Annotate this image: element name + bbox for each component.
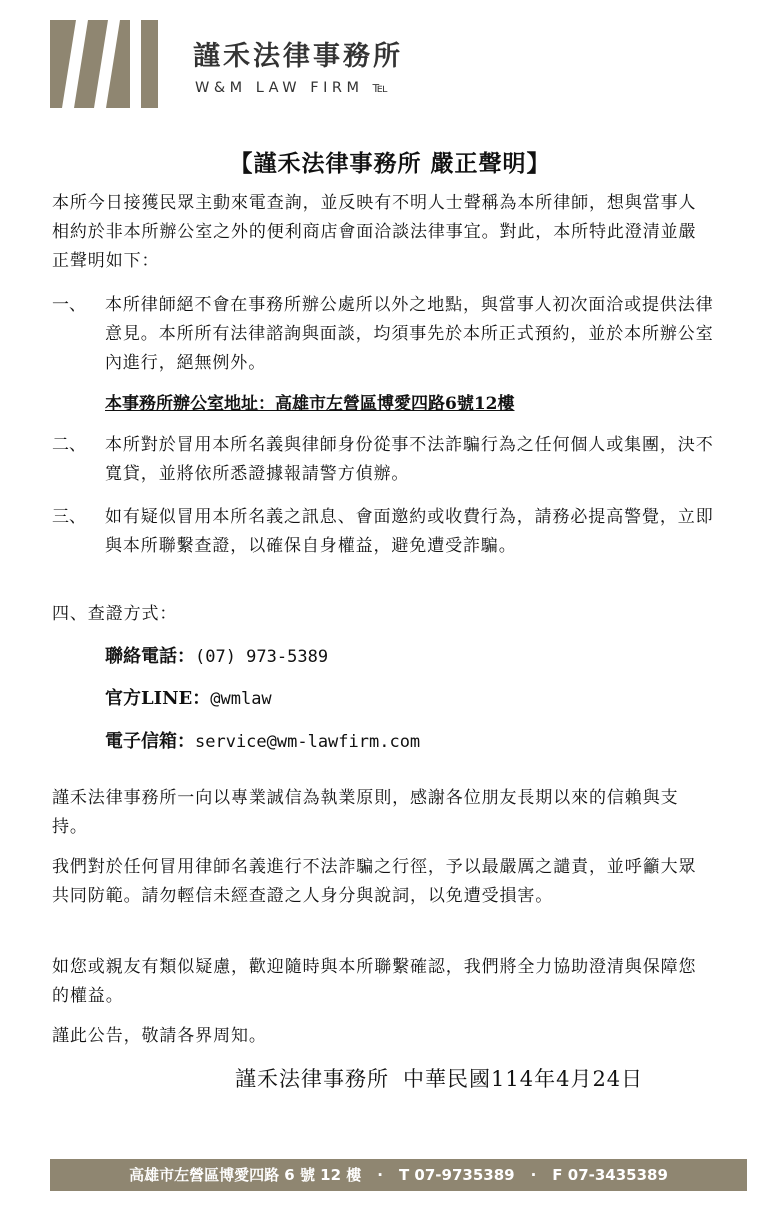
contact-phone-label: 聯絡電話：	[105, 646, 195, 667]
contact-email	[105, 730, 420, 754]
closing-paragraph-1: 謹禾法律事務所一向以專業誠信為執業原則，感謝各位朋友長期以來的信賴與支持。	[52, 788, 679, 837]
footer-separator: ·	[530, 1166, 537, 1184]
verify-heading: 四、查證方式：	[52, 604, 178, 624]
closing-paragraph-3: 如您或親友有類似疑慮，歡迎隨時與本所聯繫確認，我們將全力協助澄清與保障您的權益。	[52, 957, 697, 1006]
contact-line	[105, 687, 272, 711]
item-text-1: 本所律師絕不會在事務所辦公處所以外之地點，與當事人初次面洽或提供法律意見。本所所有法律諮詢與面談，均須事先於本所正式預約，並於本所辦公室內進行，絕無例外。	[105, 295, 714, 373]
wm-logo-mark-icon	[50, 20, 158, 108]
closing-paragraph-2: 我們對於任何冒用律師名義進行不法詐騙之行徑，予以最嚴厲之譴責，並呼籲大眾共同防範。請勿輕信未經查證之人身分與說詞，以免遭受損害。	[52, 857, 697, 906]
signature	[235, 1066, 643, 1092]
contact-email-label: 電子信箱：	[105, 731, 195, 752]
contact-line-label: 官方LINE：	[105, 688, 211, 709]
letterhead	[50, 20, 470, 110]
contact-phone-value: (07) 973-5389	[195, 647, 329, 667]
firm-name-chinese: 謹禾法律事務所	[193, 41, 403, 72]
item-text-2: 本所對於冒用本所名義與律師身份從事不法詐騙行為之任何個人或集團，決不寬貸，並將依所悉證據報請警方偵辦。	[105, 435, 714, 484]
intro-paragraph: 本所今日接獲民眾主動來電查詢，並反映有不明人士聲稱為本所律師，想與當事人相約於非本所辦公室之外的便利商店會面洽談法律事宜。對此，本所特此澄清並嚴正聲明如下：	[52, 193, 697, 271]
footer-address: 高雄市左營區博愛四路 6 號 12 樓	[129, 1166, 362, 1184]
office-address: 本事務所辦公室地址：高雄市左營區博愛四路6號12樓	[105, 394, 515, 414]
footer-separator: ·	[377, 1166, 383, 1184]
item-number-3: 三、	[52, 507, 86, 527]
footer-fax: F 07-3435389	[552, 1166, 668, 1184]
footer-tel: T 07-9735389	[398, 1166, 515, 1184]
item-number-1: 一、	[52, 295, 86, 315]
footer-bar	[50, 1159, 747, 1191]
firm-name-english: W&M LAW FIRM ℡	[195, 80, 393, 96]
closing-paragraph-4: 謹此公告，敬請各界周知。	[52, 1026, 267, 1046]
signature-firm: 謹禾法律事務所	[235, 1067, 389, 1091]
contact-line-value: @wmlaw	[210, 689, 272, 709]
item-number-2: 二、	[52, 435, 86, 455]
statement-title: 【謹禾法律事務所 嚴正聲明】	[229, 150, 551, 177]
signature-date: 中華民國114年4月24日	[403, 1067, 644, 1091]
contact-email-value: service@wm-lawfirm.com	[195, 732, 421, 752]
contact-phone	[105, 645, 328, 669]
item-text-3: 如有疑似冒用本所名義之訊息、會面邀約或收費行為，請務必提高警覺，立即與本所聯繫查證，以確保自身權益，避免遭受詐騙。	[105, 507, 714, 556]
